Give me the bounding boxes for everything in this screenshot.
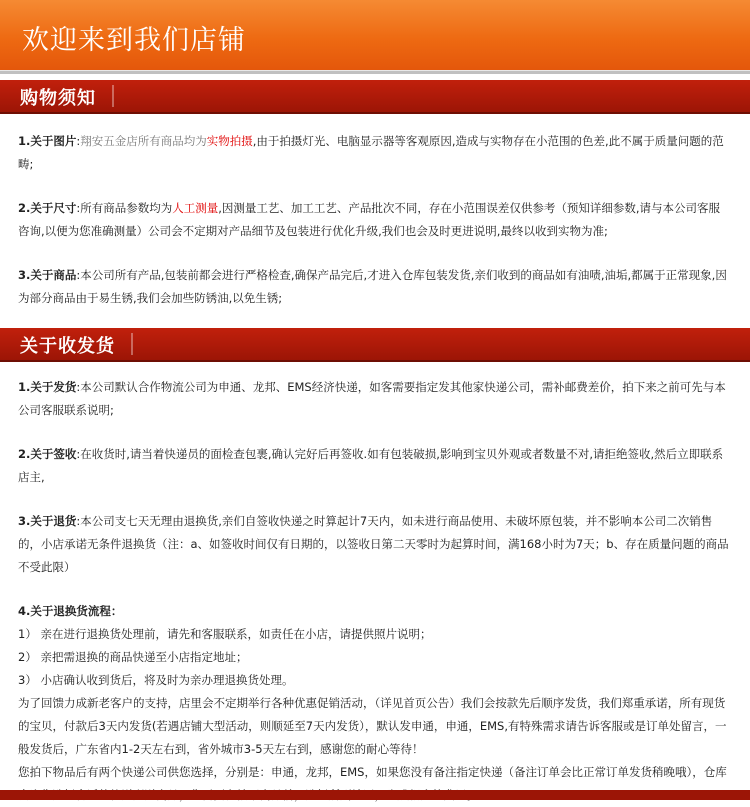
- courier-choice-note: 您拍下物品后有两个快递公司供您选择，分别是：申通，龙邦，EMS，如果您没有备注指定快递（备注订单会比正常订单发货稍晚哦），仓库: [18, 765, 727, 779]
- notice-header: [0, 80, 750, 114]
- welcome-banner: [0, 0, 750, 70]
- banner-divider: [0, 70, 750, 74]
- shipping-item-delivery: 1.关于发货:本公司默认合作物流公司为申通、龙邦、EMS经济快递，如客需要指定发其他家快递公司，需补邮费差价，拍下来之前可先与本公司客服联系说明;: [18, 380, 726, 417]
- header-divider: [131, 333, 133, 355]
- return-step: 1） 亲在进行退换货处理前，请先和客服联系，如责任在小店，请提供照片说明；: [18, 627, 432, 641]
- notice-content: [0, 114, 750, 310]
- notice-item-size: 2.关于尺寸:所有商品参数均为人工测量,因测量工艺、加工工艺、产品批次不同，存在小范围误差仅供参考（预知详细参数,请与本公司客服咨询,以便为您准确测量）公司会不定期对产品细节及包装进行优化升级,我们也会及时更进说明,最终以收到实物为准;: [18, 201, 721, 238]
- banner-title: 欢迎来到我们店铺: [22, 25, 246, 56]
- footer-bar: [0, 790, 750, 800]
- shipping-item-returns: 3.关于退货:本公司支七天无理由退换货,亲们自签收快递之时算起计7天内，如未进行商品使用、未破坏原包装，并不影响本公司二次销售的，小店承诺无条件退换货（注：a、如签收时间仅有日期的，以签收日第二天零时为起算时间，满168小时为7天；b、存在质量问题的商品不受此限）: [18, 514, 729, 574]
- return-step: 3） 小店确认收到货后，将及时为亲办理退换货处理。: [18, 673, 294, 687]
- shipping-content: [0, 362, 750, 807]
- shipping-header: [0, 328, 750, 362]
- notice-title: 购物须知: [20, 88, 96, 109]
- notice-item-pictures: 1.关于图片:翔安五金店所有商品均为实物拍摄,由于拍摄灯光、电脑显示器等客观原因,造成与实物存在小范围的色差,此不属于质量问题的范畴;: [18, 134, 724, 171]
- return-process-title: 4.关于退换货流程：: [18, 604, 123, 618]
- header-divider: [112, 85, 114, 107]
- shipping-item-signing: 2.关于签收:在收货时,请当着快递员的面检查包裹,确认完好后再签收.如有包装破损,影响到宝贝外观或者数量不对,请拒绝签收,然后立即联系店主,: [18, 447, 724, 484]
- promotion-note: 为了回馈力成新老客户的支持，店里会不定期举行各种优惠促销活动，（详见首页公告）我们会按款先后顺序发货，我们郑重承诺，所有现货的宝贝，付款后3天内发货(若遇店铺大型活动，则顺延至7天内发货），默认发申通，申通，EMS,有特殊需求请告诉客服或是订单处留言，一般发货后，广东省内1-2天左右到，省外城市3-5天左右到，感谢您的耐心等待！: [18, 696, 727, 756]
- return-step: 2） 亲把需退换的商品快递至小店指定地址；: [18, 650, 248, 664]
- notice-item-products: 3.关于商品:本公司所有产品,包装前都会进行严格检查,确保产品完后,才进入仓库包装发货,亲们收到的商品如有油啧,油垢,都属于正常现象,因为部分商品由于易生锈,我们会加些防锈油,以免生锈;: [18, 268, 727, 305]
- shipping-title: 关于收发货: [20, 336, 115, 357]
